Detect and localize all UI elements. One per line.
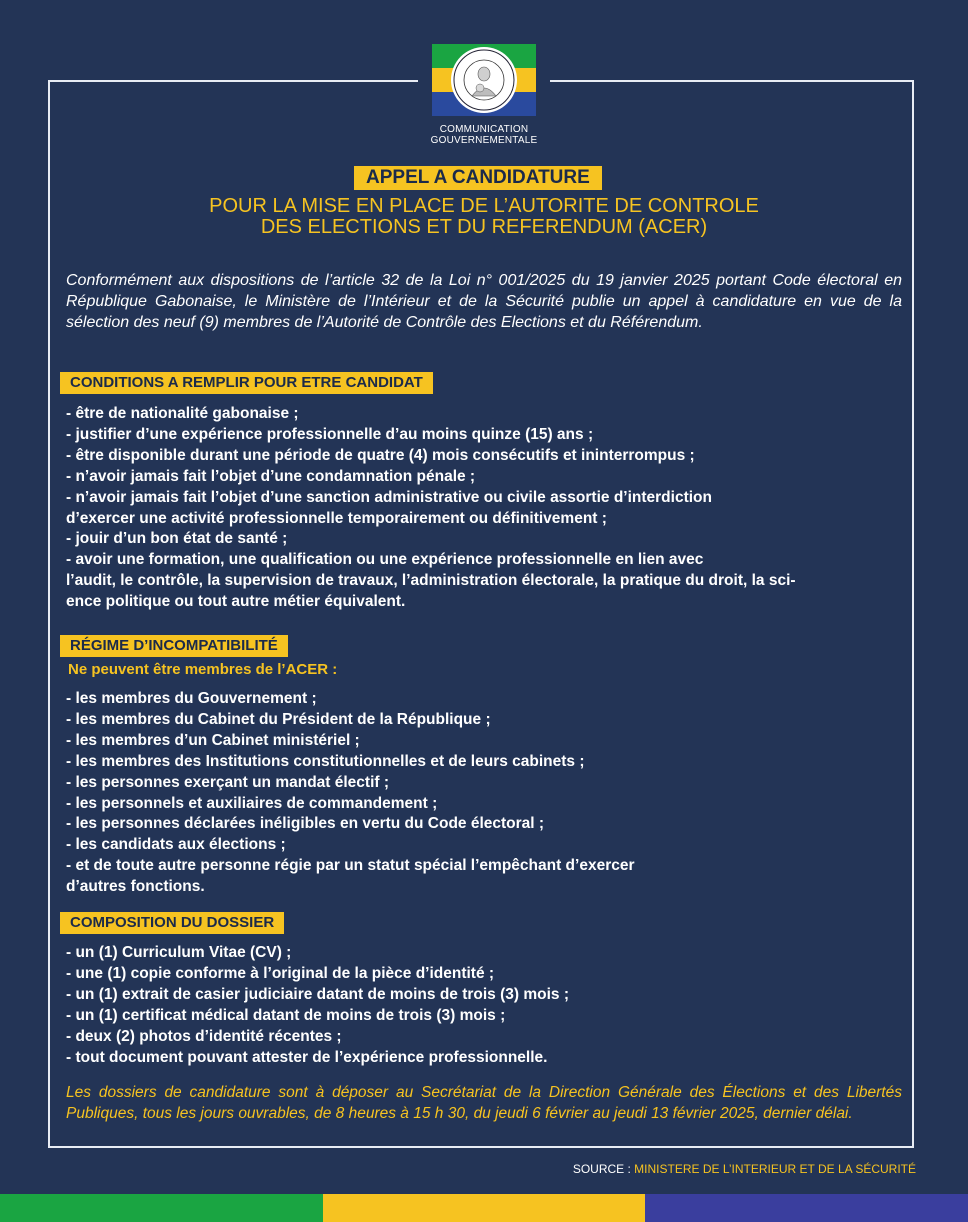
list-item: - un (1) certificat médical datant de moins de trois (3) mois ; [66,1006,506,1024]
list-item: - deux (2) photos d’identité récentes ; [66,1027,342,1045]
dossier-heading: COMPOSITION DU DOSSIER [60,912,284,934]
list-item: - une (1) copie conforme à l’original de la pièce d’identité ; [66,964,495,982]
list-item: - les candidats aux élections ; [66,836,286,854]
list-item: - les personnes exerçant un mandat électif ; [66,773,390,791]
source-value: MINISTERE DE L’INTERIEUR ET DE LA SÉCURITÉ [634,1162,916,1176]
subtitle-line1: POUR LA MISE EN PLACE DE L’AUTORITE DE CONTROLE [209,195,759,217]
list-item: ence politique ou tout autre métier équivalent. [66,593,406,611]
government-logo [418,44,550,146]
incompatibilite-intro: Ne peuvent être membres de l’ACER : [68,661,338,678]
list-item: - justifier d’une expérience professionnelle d’au moins quinze (15) ans ; [66,425,594,443]
page-subtitle [0,196,968,238]
list-item: - être de nationalité gabonaise ; [66,405,299,422]
list-item: - les membres du Cabinet du Président de la République ; [66,710,491,728]
dossier-list [66,943,906,1068]
flag-stripe-yellow [323,1194,645,1222]
list-item: - un (1) extrait de casier judiciaire datant de moins de trois (3) mois ; [66,985,570,1003]
incompatibilite-list [66,689,906,898]
list-item: l’audit, le contrôle, la supervision de travaux, l’administration électorale, la pratique du droit, la sci- [66,572,796,590]
list-item: - avoir une formation, une qualification ou une expérience professionnelle en lien avec [66,551,704,569]
list-item: - un (1) Curriculum Vitae (CV) ; [66,944,292,961]
source-label: SOURCE : [572,1162,635,1176]
source-credit [573,1162,916,1176]
conditions-list [66,404,906,613]
list-item: - n’avoir jamais fait l’objet d’une sanction administrative ou civile assortie d’interdiction [66,488,712,506]
list-item: - jouir d’un bon état de santé ; [66,530,288,548]
list-item: - les membres d’un Cabinet ministériel ; [66,731,360,749]
flag-stripe-green [0,1194,323,1222]
list-item: - les membres des Institutions constitutionnelles et de leurs cabinets ; [66,752,585,770]
list-item: - les personnels et auxiliaires de commandement ; [66,794,438,812]
list-item: d’exercer une activité professionnelle temporairement ou définitivement ; [66,509,607,527]
list-item: - n’avoir jamais fait l’objet d’une condamnation pénale ; [66,467,476,485]
subtitle-line2: DES ELECTIONS ET DU REFERENDUM (ACER) [260,216,708,238]
list-item: d’autres fonctions. [66,878,205,896]
conditions-heading: CONDITIONS A REMPLIR POUR ETRE CANDIDAT [60,372,433,394]
list-item: - tout document pouvant attester de l’expérience professionnelle. [66,1048,548,1066]
list-item: - les personnes déclarées inéligibles en vertu du Code électoral ; [66,815,545,833]
list-item: - être disponible durant une période de quatre (4) mois consécutifs et ininterrompus ; [66,446,695,464]
org-name-line1: COMMUNICATION [439,124,529,135]
list-item: - les membres du Gouvernement ; [66,690,317,707]
page-title: APPEL A CANDIDATURE [354,166,602,190]
org-name-line2: GOUVERNEMENTALE [430,135,538,146]
submission-note: Les dossiers de candidature sont à déposer au Secrétariat de la Direction Générale des Élections et des Libertés Publiques, tous les jours ouvrables, de 8 heures à 15 h 30, du jeudi 6 février au jeudi 13 février 2025, dernier délai. [66,1084,902,1122]
incompatibilite-heading: RÉGIME D’INCOMPATIBILITÉ [60,635,288,657]
list-item: - et de toute autre personne régie par un statut spécial l’empêchant d’exercer [66,857,635,875]
flag-stripe-blue [645,1194,968,1222]
intro-paragraph: Conformément aux dispositions de l’article 32 de la Loi n° 001/2025 du 19 janvier 2025 portant Code électoral en République Gabonaise, le Ministère de l’Intérieur et de la Sécurité publie un appel à candidature en vue de la sélection des neuf (9) membres de l’Autorité de Contrôle des Elections et du Référendum. [66,272,902,331]
gabon-flag-seal-icon [432,44,536,116]
